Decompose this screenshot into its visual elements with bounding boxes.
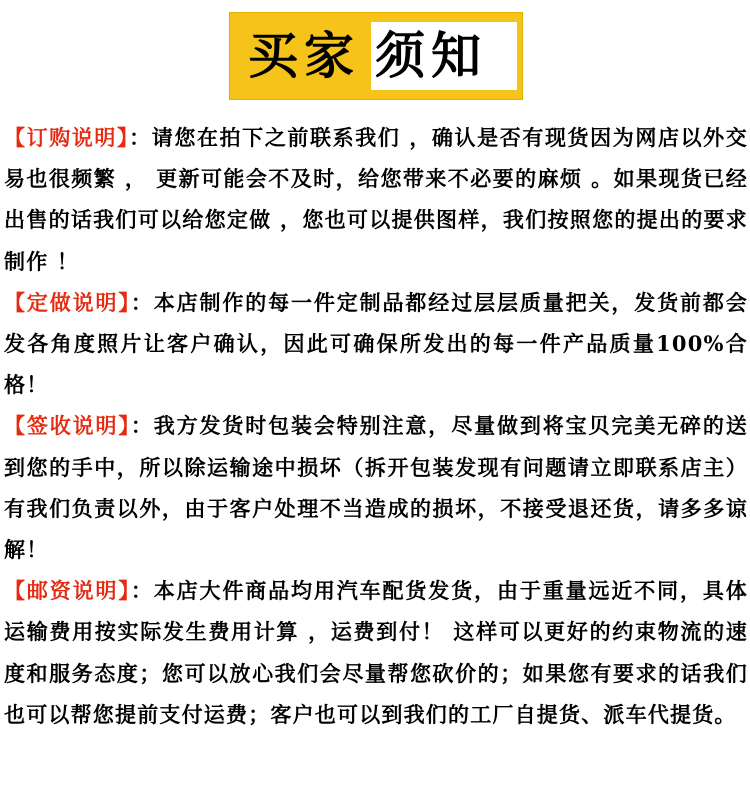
section-shipping xyxy=(4,570,748,735)
section-body: ：请您在拍下之前联系我们 ，确认是否有现货因为网店以外交易也很频繁 ， 更新可能会不及时，给您带来不必要的麻烦 。如果现货已经出售的话我们可以给您定做 ，您也可以提供图样，我们按照您的提出的要求制作 ！ xyxy=(4,125,748,274)
section-custom-made xyxy=(4,282,748,406)
section-receipt xyxy=(4,405,748,570)
notice-content xyxy=(4,117,748,735)
section-heading: 【定做说明】 xyxy=(4,289,131,315)
title-highlight-box xyxy=(371,22,517,90)
section-body: ：本店大件商品均用汽车配货发货，由于重量远近不同，具体运输费用按实际发生费用计算 ，运费到付！ 这样可以更好的约束物流的速度和服务态度；您可以放心我们会尽量帮您砍价的；如果您有要求的话我们也可以帮您提前支付运费；客户也可以到我们的工厂自提货、派车代提货。 xyxy=(4,578,748,727)
section-heading: 【签收说明】 xyxy=(4,413,131,439)
section-heading: 【订购说明】 xyxy=(4,125,130,150)
section-body: ：我方发货时包装会特别注意，尽量做到将宝贝完美无碎的送到您的手中，所以除运输途中损坏（拆开包装发现有问题请立即联系店主）有我们负责以外，由于客户处理不当造成的损坏，不接受退还货，请多多谅解！ xyxy=(4,413,748,563)
section-heading: 【邮资说明】 xyxy=(4,578,131,604)
section-ordering xyxy=(4,117,748,282)
title-banner xyxy=(229,12,523,100)
title-left-text: 买家 xyxy=(248,26,360,85)
title-right-text: 须知 xyxy=(375,26,487,85)
section-body: ：本店制作的每一件定制品都经过层层质量把关，发货前都会发各角度照片让客户确认，因此可确保所发出的每一件产品质量100%合格！ xyxy=(4,289,748,398)
